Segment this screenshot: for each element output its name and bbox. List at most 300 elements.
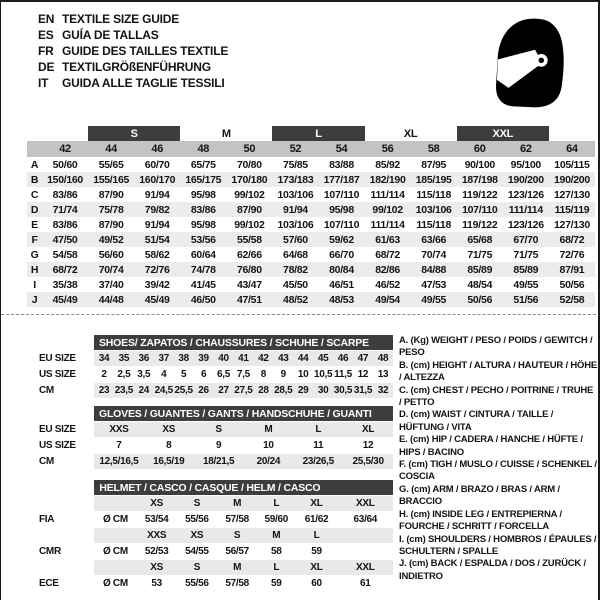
- size-column-52: 52: [272, 141, 318, 157]
- value-cell: XL: [295, 496, 337, 511]
- measure-cell: 68/72: [549, 232, 595, 247]
- value-cell: 46: [333, 351, 353, 366]
- measure-cell: 46/52: [375, 278, 400, 291]
- value-cell: 36: [134, 351, 154, 366]
- measure-cell: 99/102: [365, 202, 411, 217]
- measure-cell: 65/68: [457, 232, 503, 247]
- value-cell: 18/21,5: [194, 454, 244, 469]
- measure-cell: 70/80: [236, 158, 262, 171]
- value-cell: 27,5: [234, 385, 253, 396]
- value-cell: 52/53: [144, 546, 169, 557]
- dashed-divider: [1, 314, 600, 315]
- size-column-58: 58: [411, 141, 457, 157]
- value-cell: 55/56: [185, 578, 209, 589]
- table-row: [39, 367, 393, 382]
- size-column-62: 62: [503, 141, 549, 157]
- row-label: [39, 560, 94, 575]
- title-line-en: [38, 11, 228, 27]
- value-cell: 2,5: [117, 369, 131, 380]
- measure-cell: 99/102: [234, 188, 265, 201]
- textile-size-table: [27, 126, 595, 307]
- measure-cell: 61/63: [365, 232, 411, 247]
- measure-cell: 53/56: [180, 232, 226, 247]
- table-title: GLOVES / GUANTES / GANTS / HANDSCHUHE / GUANTI: [94, 406, 393, 421]
- measure-cell: 123/126: [507, 218, 544, 231]
- size-column-42: 42: [42, 141, 88, 157]
- value-cell: 23,5: [114, 385, 134, 396]
- value-cell: 63/64: [353, 514, 378, 525]
- value-cell: S: [194, 422, 244, 437]
- value-cell: 20/24: [243, 454, 293, 469]
- helmet-size-table: [39, 479, 393, 592]
- measurement-legend: [399, 335, 597, 583]
- measure-cell: 48/52: [272, 292, 318, 307]
- measure-cell: 82/86: [365, 262, 411, 277]
- measure-cell: 84/88: [411, 262, 457, 277]
- measure-cell: 80/84: [318, 262, 364, 277]
- measure-cell: 63/66: [411, 232, 457, 247]
- group-header-m: M: [221, 127, 231, 140]
- legend-item: B. (cm) HEIGHT / ALTURA / HAUTEUR / HÖHE / ALTEZZA: [399, 359, 598, 384]
- group-header-l: L: [272, 126, 364, 141]
- measure-cell: 37/40: [98, 278, 124, 291]
- row-label: I: [33, 278, 36, 291]
- value-cell: 42: [253, 351, 273, 366]
- size-column-48: 48: [180, 141, 226, 157]
- size-column-54: 54: [318, 141, 364, 157]
- value-cell: Ø CM: [102, 546, 128, 557]
- value-cell: 30: [313, 383, 333, 398]
- group-header: [42, 126, 88, 141]
- measure-cell: 49/52: [88, 232, 134, 247]
- table-row: [39, 438, 393, 453]
- blank-cell: [39, 335, 94, 350]
- value-cell: 28,5: [274, 385, 293, 396]
- row-label: G: [30, 248, 39, 261]
- value-cell: 56/57: [225, 546, 249, 557]
- measure-cell: 83/86: [52, 218, 78, 231]
- value-cell: M: [217, 496, 257, 511]
- value-cell: 24: [134, 383, 154, 398]
- table-row: [39, 528, 393, 543]
- measure-cell: 187/198: [457, 172, 503, 187]
- title-line-es: [38, 27, 228, 43]
- value-cell: 37: [154, 351, 174, 366]
- measure-cell: 44/48: [88, 292, 134, 307]
- value-cell: 2: [101, 369, 107, 380]
- measure-cell: 119/122: [462, 188, 498, 201]
- value-cell: 5: [181, 369, 187, 380]
- shoes-size-table: [39, 334, 393, 399]
- measure-cell: 95/100: [510, 158, 541, 171]
- racing-helmet-icon: [489, 16, 567, 110]
- value-cell: 9: [215, 440, 222, 451]
- measure-cell: 103/106: [277, 188, 314, 201]
- table-title: SHOES/ ZAPATOS / CHAUSSURES / SCHUHE / SCARPE: [94, 335, 393, 350]
- value-cell: 25,5: [174, 385, 193, 396]
- measure-cell: 107/110: [323, 188, 360, 201]
- row-label: E: [31, 218, 38, 231]
- size-column-60: 60: [457, 141, 503, 157]
- row-label: F: [27, 232, 42, 247]
- value-cell: XS: [144, 422, 194, 437]
- measure-cell: 51/56: [503, 292, 549, 307]
- measure-cell: 103/106: [411, 202, 457, 217]
- measure-cell: 60/70: [144, 158, 170, 171]
- measure-cell: 83/86: [180, 202, 226, 217]
- measure-row-G: [27, 247, 595, 262]
- measure-cell: 87/91: [549, 262, 595, 277]
- measure-cell: 45/50: [283, 278, 308, 291]
- title-text: GUIDE DES TAILLES TEXTILE: [62, 44, 229, 58]
- measure-cell: 115/118: [416, 188, 452, 201]
- measure-cell: 75/78: [88, 202, 134, 217]
- row-label: [39, 496, 94, 511]
- blank-cell: [39, 480, 94, 495]
- measure-cell: 95/98: [190, 188, 216, 201]
- measure-cell: 49/54: [365, 292, 411, 307]
- measure-cell: 85/89: [457, 262, 503, 277]
- value-cell: 40: [214, 351, 234, 366]
- measure-cell: 190/200: [503, 172, 549, 187]
- title-text: GUIDA ALLE TAGLIE TESSILI: [62, 76, 225, 90]
- row-label: H: [27, 262, 42, 277]
- value-cell: 60: [311, 578, 322, 589]
- measure-cell: 185/195: [411, 172, 457, 187]
- measure-cell: 54/58: [52, 248, 78, 261]
- measure-cell: 155/165: [88, 172, 134, 187]
- value-cell: 9: [280, 369, 286, 380]
- size-column-44: 44: [88, 141, 134, 157]
- value-cell: M: [243, 422, 293, 437]
- title-text: TEXTILGRÖßENFÜHRUNG: [62, 60, 211, 74]
- measure-cell: 70/74: [88, 262, 134, 277]
- corner-cell: [27, 141, 42, 157]
- measure-cell: 49/55: [513, 278, 539, 291]
- measure-cell: 107/110: [457, 202, 503, 217]
- measure-cell: 111/114: [503, 202, 549, 217]
- size-number-row: [27, 141, 595, 157]
- value-cell: 4: [161, 369, 167, 380]
- table-title: HELMET / CASCO / CASQUE / HELM / CASCO: [94, 480, 393, 495]
- measure-cell: 65/75: [190, 158, 216, 171]
- value-cell: 6,5: [216, 369, 230, 380]
- value-cell: 26: [194, 383, 214, 398]
- value-cell: 61: [360, 578, 371, 589]
- value-cell: Ø CM: [102, 578, 128, 589]
- value-cell: XL: [295, 560, 337, 575]
- measure-cell: 91/94: [272, 202, 318, 217]
- value-cell: 29: [293, 383, 313, 398]
- row-label: EU SIZE: [39, 353, 76, 364]
- group-header-xxl: XXL: [457, 126, 549, 141]
- value-cell: 32: [373, 383, 393, 398]
- legend-item: J. (cm) BACK / ESPALDA / DOS / ZURÜCK / INDIETRO: [399, 558, 586, 582]
- value-cell: 6: [200, 369, 207, 380]
- table-row: [39, 454, 393, 469]
- value-cell: 44: [293, 351, 313, 366]
- measure-cell: 173/183: [272, 172, 318, 187]
- value-cell: 3,5: [137, 369, 151, 380]
- value-cell: 24,5: [154, 385, 173, 396]
- measure-cell: 49/55: [411, 292, 457, 307]
- value-cell: 59: [311, 546, 322, 557]
- measure-cell: 123/126: [507, 188, 544, 201]
- measure-cell: 127/130: [554, 218, 590, 231]
- measure-cell: 68/72: [42, 262, 88, 277]
- measure-cell: 48/54: [467, 278, 493, 291]
- measure-cell: 111/114: [370, 218, 405, 231]
- measure-cell: 50/56: [457, 292, 503, 307]
- measure-cell: 91/94: [144, 218, 170, 231]
- value-cell: 10: [297, 369, 309, 380]
- value-cell: XXL: [338, 560, 393, 575]
- value-cell: 59/60: [264, 514, 289, 525]
- value-cell: L: [293, 422, 343, 437]
- measure-cell: 71/74: [42, 202, 88, 217]
- title-text: TEXTILE SIZE GUIDE: [62, 12, 180, 26]
- measure-cell: 127/130: [554, 188, 590, 201]
- measure-row-C: [27, 187, 595, 202]
- value-cell: L: [295, 528, 337, 543]
- measure-cell: 64/68: [283, 248, 308, 261]
- measure-row-J: [27, 292, 595, 307]
- measure-cell: 57/60: [272, 232, 318, 247]
- title-line-de: [38, 59, 228, 75]
- measure-cell: 182/190: [365, 172, 411, 187]
- legend-item: G. (cm) ARM / BRAZO / BRAS / ARM / BRACCIO: [399, 483, 560, 508]
- size-column-50: 50: [226, 141, 272, 157]
- measure-cell: 115/119: [549, 202, 595, 217]
- measure-cell: 78/82: [272, 262, 318, 277]
- blank-cell: [39, 406, 94, 421]
- measure-cell: 83/86: [52, 188, 78, 201]
- measure-row-H: [27, 262, 595, 277]
- measure-cell: 165/175: [180, 172, 226, 187]
- value-cell: 10,5: [313, 369, 333, 380]
- legend-item: A. (Kg) WEIGHT / PESO / POIDS / GEWITCH / PESO: [399, 335, 593, 359]
- table-row: [39, 496, 393, 511]
- measure-cell: 46/51: [329, 278, 354, 291]
- value-cell: [338, 528, 393, 543]
- value-cell: 25,5/30: [343, 454, 393, 469]
- value-cell: 38: [174, 351, 194, 366]
- measure-cell: 76/80: [226, 262, 272, 277]
- measure-cell: 160/170: [134, 172, 180, 187]
- legend-item: D. (cm) WAIST / CINTURA / TAILLE / HÜFTUNG / VITA: [399, 409, 554, 433]
- corner-cell: [27, 126, 42, 141]
- lang-code: IT: [38, 76, 49, 90]
- lang-code: FR: [38, 44, 54, 58]
- table-row: [39, 544, 393, 559]
- value-cell: [338, 544, 393, 559]
- measure-cell: 111/114: [370, 188, 405, 201]
- value-cell: S: [177, 496, 217, 511]
- row-label: EU SIZE: [39, 424, 76, 435]
- measure-cell: 107/110: [323, 218, 360, 231]
- measure-cell: 47/51: [226, 292, 272, 307]
- legend-item: H. (cm) INSIDE LEG / ENTREPIERNA / FOURCHE / SCHRITT / FORCELLA: [399, 508, 562, 533]
- size-group-row: [27, 126, 595, 141]
- value-cell: XXS: [94, 422, 144, 437]
- measure-cell: 47/53: [421, 278, 447, 291]
- lang-code: ES: [38, 28, 54, 42]
- measure-cell: 55/65: [98, 158, 124, 171]
- gloves-size-table: [39, 405, 393, 470]
- value-cell: 23: [94, 383, 114, 398]
- value-cell: 57/58: [225, 514, 249, 525]
- measure-cell: 46/50: [180, 292, 226, 307]
- value-cell: L: [257, 560, 295, 575]
- row-label: US SIZE: [39, 440, 76, 451]
- measure-cell: 95/98: [318, 202, 364, 217]
- measure-cell: 56/60: [98, 248, 124, 261]
- value-cell: 23/26,5: [293, 454, 343, 469]
- value-cell: 16,5/19: [144, 454, 194, 469]
- measure-row-I: [27, 277, 595, 292]
- row-label: [39, 528, 94, 543]
- value-cell: S: [217, 528, 257, 543]
- table-title-row: [39, 335, 393, 350]
- measure-cell: 85/92: [375, 158, 400, 171]
- value-cell: 10: [263, 440, 274, 451]
- measure-row-F: [27, 232, 595, 247]
- measure-cell: 50/56: [559, 278, 585, 291]
- group-header: [549, 126, 595, 141]
- value-cell: 53: [151, 578, 162, 589]
- value-cell: 7: [116, 440, 122, 451]
- value-cell: Ø CM: [102, 514, 128, 525]
- measure-cell: 45/49: [134, 292, 180, 307]
- measure-cell: 75/85: [283, 158, 308, 171]
- value-cell: 59: [271, 578, 282, 589]
- measure-cell: 150/160: [42, 172, 88, 187]
- measure-cell: 59/62: [318, 232, 364, 247]
- table-row: [39, 383, 393, 398]
- value-cell: S: [177, 560, 217, 575]
- legend-item: F. (cm) TIGH / MUSLO / CUISSE / SCHENKEL / COSCIA: [399, 459, 597, 483]
- measure-cell: 83/88: [329, 158, 354, 171]
- value-cell: L: [257, 496, 295, 511]
- measure-cell: 47/50: [42, 232, 88, 247]
- value-cell: XS: [137, 560, 177, 575]
- value-cell: 53/54: [144, 514, 169, 525]
- measure-cell: 105/115: [554, 158, 590, 171]
- value-cell: 57/58: [225, 578, 249, 589]
- lang-code: DE: [38, 60, 55, 74]
- legend-item: E. (cm) HIP / CADERA / HANCHE / HÜFTE / HIPS / BACINO: [399, 434, 583, 458]
- value-cell: M: [217, 560, 257, 575]
- measure-cell: 55/58: [226, 232, 272, 247]
- table-row: [39, 422, 393, 437]
- value-cell: 8: [166, 440, 172, 451]
- value-cell: XXS: [137, 528, 177, 543]
- measure-cell: 41/45: [190, 278, 216, 291]
- measure-cell: 74/78: [180, 262, 226, 277]
- value-cell: 43: [273, 351, 293, 366]
- value-cell: 54/55: [185, 546, 209, 557]
- measure-row-D: [27, 202, 595, 217]
- value-cell: XS: [137, 496, 177, 511]
- measure-cell: 72/76: [134, 262, 180, 277]
- value-cell: 58: [271, 546, 282, 557]
- table-row: [39, 512, 393, 527]
- measure-cell: 51/54: [134, 232, 180, 247]
- value-cell: 27: [214, 383, 234, 398]
- value-cell: XXL: [338, 496, 393, 511]
- value-cell: 55/56: [185, 514, 209, 525]
- measure-cell: 85/89: [503, 262, 549, 277]
- title-line-it: [38, 75, 228, 91]
- value-cell: 8: [260, 369, 266, 380]
- value-cell: [94, 528, 136, 543]
- measure-cell: 58/62: [144, 248, 170, 261]
- measure-cell: 72/76: [559, 248, 585, 261]
- legend-item: I. (cm) SHOULDERS / HOMBROS / ÉPAULES / SCHULTERN / SPALLE: [399, 533, 597, 557]
- size-column-56: 56: [365, 141, 411, 157]
- value-cell: 11,5: [334, 369, 352, 380]
- value-cell: 30,5: [333, 385, 353, 396]
- measure-cell: 90/100: [464, 158, 495, 171]
- value-cell: M: [257, 528, 295, 543]
- title-line-fr: [38, 43, 228, 59]
- measure-cell: 99/102: [234, 218, 265, 231]
- row-label: FIA: [39, 514, 55, 525]
- value-cell: XS: [177, 528, 217, 543]
- row-label: CM: [39, 456, 54, 467]
- value-cell: XL: [343, 422, 393, 437]
- value-cell: 34: [94, 351, 114, 366]
- measure-cell: 87/90: [98, 188, 124, 201]
- measure-cell: 67/70: [503, 232, 549, 247]
- row-label: A: [30, 158, 39, 171]
- value-cell: 48: [373, 351, 393, 366]
- row-label: C: [30, 188, 39, 201]
- language-title-block: [38, 11, 228, 91]
- measure-cell: 71/75: [513, 248, 539, 261]
- value-cell: 31,5: [353, 385, 373, 396]
- value-cell: 12: [357, 369, 369, 380]
- value-cell: 13: [377, 369, 389, 380]
- measure-cell: 190/200: [549, 172, 595, 187]
- measure-cell: 170/180: [226, 172, 272, 187]
- measure-cell: 79/82: [134, 202, 180, 217]
- measure-cell: 95/98: [190, 218, 216, 231]
- size-column-46: 46: [134, 141, 180, 157]
- value-cell: [94, 560, 136, 575]
- value-cell: 11: [313, 440, 324, 451]
- measure-cell: 87/90: [98, 218, 124, 231]
- row-label: CMR: [39, 546, 61, 557]
- value-cell: 35: [114, 351, 134, 366]
- value-cell: 41: [233, 351, 253, 366]
- measure-row-A: [27, 157, 595, 172]
- measure-cell: 60/64: [190, 248, 216, 261]
- measure-cell: 50/60: [52, 158, 78, 171]
- measure-cell: 119/122: [462, 218, 498, 231]
- measure-cell: 68/72: [375, 248, 400, 261]
- table-row: [39, 576, 393, 591]
- row-label: US SIZE: [39, 369, 76, 380]
- row-label: CM: [39, 385, 54, 396]
- measure-cell: 45/49: [42, 292, 88, 307]
- value-cell: 7,5: [236, 369, 250, 380]
- measure-cell: 66/70: [329, 248, 354, 261]
- value-cell: 45: [313, 351, 333, 366]
- group-header-s: S: [88, 126, 180, 141]
- measure-cell: 71/75: [467, 248, 493, 261]
- legend-item: C. (cm) CHEST / PECHO / POITRINE / TRUHE / PETTO: [399, 384, 594, 409]
